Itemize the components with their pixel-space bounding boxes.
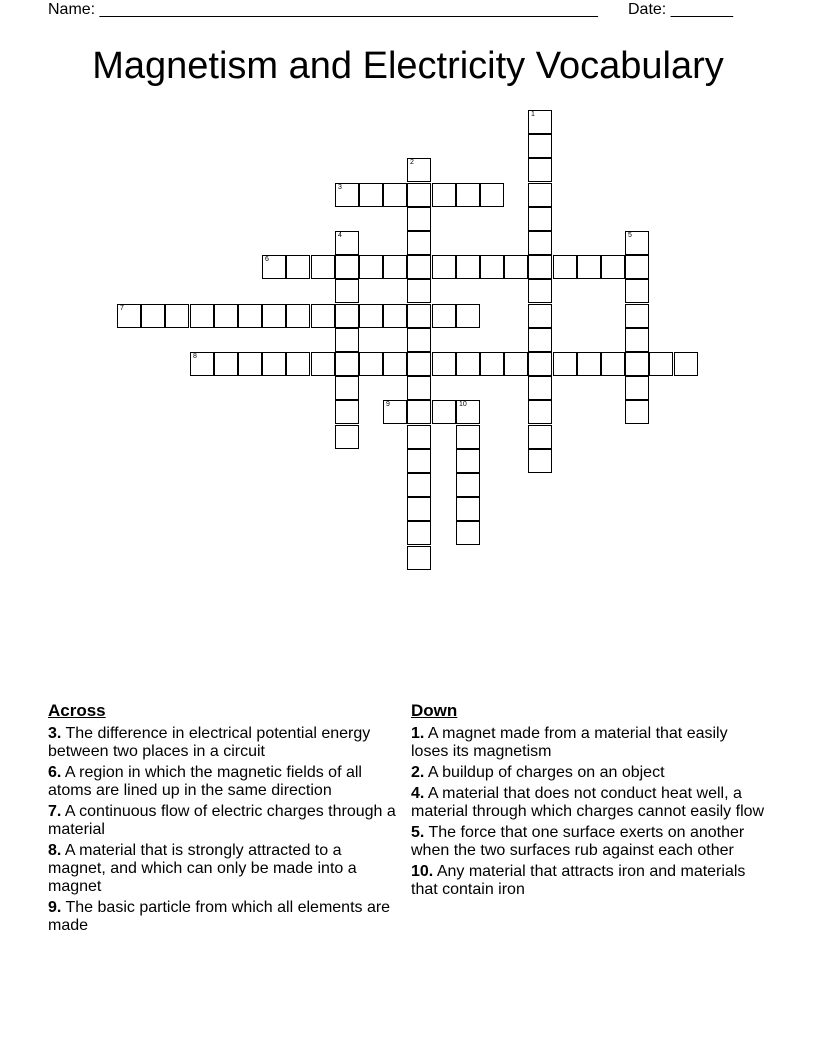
crossword-cell[interactable] — [407, 521, 431, 545]
down-clue — [411, 824, 766, 860]
crossword-cell[interactable] — [286, 255, 310, 279]
crossword-cell[interactable] — [383, 255, 407, 279]
clue-number: 4. — [411, 785, 425, 802]
cell-number: 10 — [459, 401, 467, 408]
crossword-cell[interactable] — [528, 400, 552, 424]
crossword-cell[interactable] — [286, 304, 310, 328]
clue-number: 10. — [411, 863, 434, 880]
crossword-cell[interactable] — [335, 425, 359, 449]
crossword-cell[interactable] — [432, 352, 456, 376]
crossword-cell[interactable] — [649, 352, 673, 376]
clue-text: A material that does not conduct heat well, a material through which charges cannot easily flow — [411, 785, 765, 820]
across-heading: Across — [48, 701, 106, 720]
crossword-cell[interactable] — [407, 352, 431, 376]
across-clue — [48, 725, 403, 761]
crossword-cell[interactable] — [262, 304, 286, 328]
crossword-cell[interactable] — [407, 279, 431, 303]
crossword-cell[interactable] — [528, 183, 552, 207]
crossword-cell[interactable] — [480, 352, 504, 376]
crossword-cell[interactable] — [625, 328, 649, 352]
crossword-cell[interactable] — [528, 328, 552, 352]
across-clue — [48, 803, 403, 839]
down-clue — [411, 764, 766, 782]
crossword-cell[interactable] — [262, 352, 286, 376]
crossword-cell[interactable] — [165, 304, 189, 328]
crossword-cell[interactable] — [674, 352, 698, 376]
crossword-cell[interactable] — [432, 400, 456, 424]
crossword-cell[interactable] — [311, 304, 335, 328]
crossword-cell[interactable] — [407, 158, 431, 182]
crossword-cell[interactable] — [335, 352, 359, 376]
crossword-cell[interactable] — [238, 352, 262, 376]
crossword-cell[interactable] — [432, 304, 456, 328]
cell-number: 7 — [120, 305, 124, 312]
down-clue — [411, 785, 766, 821]
clue-number: 2. — [411, 764, 425, 781]
crossword-cell[interactable] — [625, 400, 649, 424]
crossword-cell[interactable] — [456, 449, 480, 473]
crossword-cell[interactable] — [528, 279, 552, 303]
crossword-cell[interactable] — [625, 231, 649, 255]
across-clue — [48, 899, 403, 935]
clue-number: 7. — [48, 803, 62, 820]
crossword-cell[interactable] — [407, 304, 431, 328]
crossword-cell[interactable] — [456, 473, 480, 497]
crossword-cell[interactable] — [432, 183, 456, 207]
crossword-cell[interactable] — [238, 304, 262, 328]
crossword-cell[interactable] — [407, 376, 431, 400]
crossword-cell[interactable] — [407, 425, 431, 449]
crossword-cell[interactable] — [407, 231, 431, 255]
crossword-cell[interactable] — [407, 449, 431, 473]
crossword-cell[interactable] — [383, 304, 407, 328]
crossword-cell[interactable] — [335, 400, 359, 424]
crossword-cell[interactable] — [383, 400, 407, 424]
crossword-cell[interactable] — [335, 255, 359, 279]
name-field-label: Name: ________________________________________________________ — [48, 1, 598, 18]
crossword-cell[interactable] — [214, 304, 238, 328]
page-title: Magnetism and Electricity Vocabulary — [92, 45, 724, 87]
crossword-cell[interactable] — [625, 304, 649, 328]
crossword-cell[interactable] — [553, 352, 577, 376]
crossword-cell[interactable] — [407, 497, 431, 521]
down-clue — [411, 863, 766, 899]
down-clue — [411, 725, 766, 761]
crossword-cell[interactable] — [359, 255, 383, 279]
crossword-cell[interactable] — [577, 255, 601, 279]
cell-number: 3 — [338, 184, 342, 191]
crossword-cell[interactable] — [601, 352, 625, 376]
down-heading: Down — [411, 701, 458, 720]
clue-number: 5. — [411, 824, 425, 841]
crossword-cell[interactable] — [456, 183, 480, 207]
clue-text: A continuous flow of electric charges through a material — [48, 803, 396, 838]
crossword-cell[interactable] — [141, 304, 165, 328]
crossword-cell[interactable] — [383, 183, 407, 207]
crossword-cell[interactable] — [456, 497, 480, 521]
crossword-cell[interactable] — [456, 304, 480, 328]
cell-number: 2 — [410, 159, 414, 166]
crossword-cell[interactable] — [190, 304, 214, 328]
crossword-cell[interactable] — [214, 352, 238, 376]
clue-text: The basic particle from which all elements are made — [48, 899, 391, 934]
crossword-cell[interactable] — [528, 207, 552, 231]
crossword-cell[interactable] — [335, 279, 359, 303]
crossword-cell[interactable] — [577, 352, 601, 376]
crossword-cell[interactable] — [407, 328, 431, 352]
crossword-cell[interactable] — [625, 376, 649, 400]
clue-text: A region in which the magnetic fields of all atoms are lined up in the same direction — [48, 764, 362, 799]
clue-text: A buildup of charges on an object — [427, 764, 665, 781]
crossword-cell[interactable] — [625, 255, 649, 279]
clue-text: The force that one surface exerts on another when the two surfaces rub against each other — [411, 824, 745, 859]
crossword-cell[interactable] — [528, 110, 552, 134]
crossword-cell[interactable] — [359, 304, 383, 328]
crossword-cell[interactable] — [480, 255, 504, 279]
cell-number: 6 — [265, 256, 269, 263]
crossword-cell[interactable] — [432, 255, 456, 279]
cell-number: 5 — [628, 232, 632, 239]
crossword-cell[interactable] — [335, 183, 359, 207]
across-clue — [48, 764, 403, 800]
crossword-cell[interactable] — [407, 207, 431, 231]
crossword-cell[interactable] — [456, 425, 480, 449]
crossword-cell[interactable] — [625, 352, 649, 376]
across-clue — [48, 842, 403, 896]
crossword-cell[interactable] — [456, 352, 480, 376]
crossword-cell[interactable] — [335, 231, 359, 255]
crossword-cell[interactable] — [335, 328, 359, 352]
crossword-cell[interactable] — [407, 255, 431, 279]
crossword-cell[interactable] — [456, 521, 480, 545]
cell-number: 1 — [531, 111, 535, 118]
crossword-cell[interactable] — [528, 134, 552, 158]
crossword-cell[interactable] — [528, 231, 552, 255]
clue-number: 9. — [48, 899, 62, 916]
crossword-cell[interactable] — [456, 400, 480, 424]
clue-number: 3. — [48, 725, 62, 742]
crossword-cell[interactable] — [480, 183, 504, 207]
crossword-cell[interactable] — [528, 449, 552, 473]
cell-number: 4 — [338, 232, 342, 239]
crossword-cell[interactable] — [407, 400, 431, 424]
clue-number: 1. — [411, 725, 425, 742]
crossword-cell[interactable] — [528, 304, 552, 328]
clue-number: 8. — [48, 842, 62, 859]
clue-text: Any material that attracts iron and materials that contain iron — [411, 863, 746, 898]
crossword-cell[interactable] — [601, 255, 625, 279]
crossword-cell[interactable] — [383, 352, 407, 376]
crossword-cell[interactable] — [311, 352, 335, 376]
crossword-cell[interactable] — [553, 255, 577, 279]
clue-number: 6. — [48, 764, 62, 781]
crossword-cell[interactable] — [190, 352, 214, 376]
crossword-cell[interactable] — [117, 304, 141, 328]
crossword-cell[interactable] — [528, 255, 552, 279]
clue-text: The difference in electrical potential energy between two places in a circuit — [48, 725, 371, 760]
crossword-cell[interactable] — [311, 255, 335, 279]
crossword-cell[interactable] — [407, 473, 431, 497]
crossword-cell[interactable] — [407, 183, 431, 207]
crossword-cell[interactable] — [359, 352, 383, 376]
crossword-cell[interactable] — [528, 376, 552, 400]
crossword-cell[interactable] — [456, 255, 480, 279]
cell-number: 9 — [386, 401, 390, 408]
crossword-cell[interactable] — [528, 352, 552, 376]
crossword-cell[interactable] — [504, 255, 528, 279]
crossword-cell[interactable] — [286, 352, 310, 376]
crossword-cell[interactable] — [528, 158, 552, 182]
crossword-cell[interactable] — [528, 425, 552, 449]
crossword-cell[interactable] — [504, 352, 528, 376]
clue-text: A material that is strongly attracted to a magnet, and which can only be made into a magnet — [48, 842, 357, 895]
crossword-cell[interactable] — [407, 546, 431, 570]
across-clues — [48, 701, 403, 938]
crossword-cell[interactable] — [359, 183, 383, 207]
down-clues — [411, 701, 766, 902]
crossword-cell[interactable] — [625, 279, 649, 303]
crossword-cell[interactable] — [335, 376, 359, 400]
crossword-cell[interactable] — [262, 255, 286, 279]
clue-text: A magnet made from a material that easily loses its magnetism — [411, 725, 728, 760]
crossword-cell[interactable] — [335, 304, 359, 328]
date-field-label: Date: _______ — [628, 1, 733, 18]
cell-number: 8 — [193, 353, 197, 360]
